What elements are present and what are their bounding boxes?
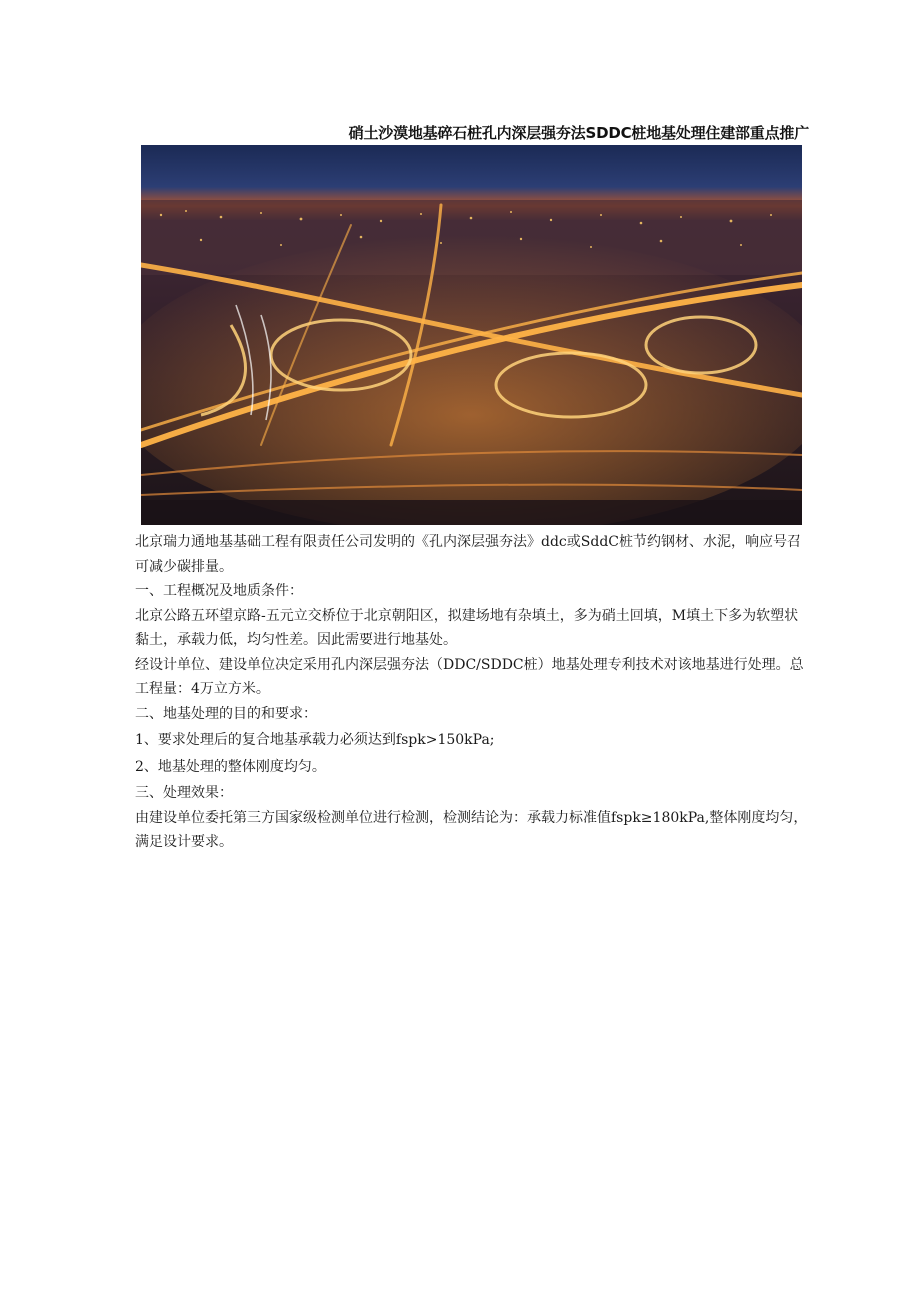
intro-paragraph: 北京瑞力通地基基础工程有限责任公司发明的《孔内深层强夯法》ddc或SddC桩节约钢材、水泥，响应号召可减少碳排量。 bbox=[135, 534, 801, 575]
section-heading-requirements: 二、地基处理的目的和要求： bbox=[135, 705, 317, 722]
design-paragraph: 经设计单位、建设单位决定采用孔内深层强夯法（DDC/SDDC桩）地基处理专利技术对该地基进行处理。总工程量：4万立方米。 bbox=[135, 656, 804, 697]
interchange-photo-graphic bbox=[141, 145, 802, 525]
overview-paragraph: 北京公路五环望京路-五元立交桥位于北京朝阳区，拟建场地有杂填土，多为硝土回填，M填土下多为软塑状黏土，承载力低，均匀性差。因此需要进行地基处。 bbox=[135, 607, 799, 648]
requirement-item-2: 2、地基处理的整体刚度均匀。 bbox=[135, 758, 326, 775]
page-title: 硝土沙漠地基碎石桩孔内深层强夯法SDDC桩地基处理住建部重点推广 bbox=[348, 124, 809, 142]
document-body bbox=[135, 530, 810, 855]
night-city-interchange-photo bbox=[141, 145, 802, 525]
requirement-item-1: 1、要求处理后的复合地基承载力必须达到fspk>150kPa; bbox=[135, 732, 495, 748]
section-heading-results: 三、处理效果： bbox=[135, 785, 233, 801]
section-heading-overview: 一、工程概况及地质条件： bbox=[135, 583, 303, 599]
results-paragraph: 由建设单位委托第三方国家级检测单位进行检测，检测结论为：承载力标准值fspk≥180kPa,整体刚度均匀，满足设计要求。 bbox=[135, 809, 808, 850]
